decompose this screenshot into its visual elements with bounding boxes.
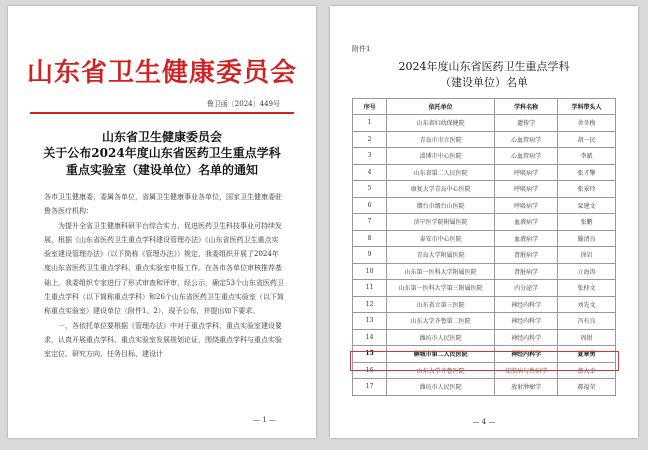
table-cell: 山东省第二人民医院: [387, 164, 495, 181]
table-cell: 潍坊市人民医院: [387, 379, 495, 396]
table-cell: 5: [353, 181, 387, 198]
column-header: 依托单位: [387, 99, 495, 115]
attachment-page: [330, 6, 638, 438]
highlight-box: [350, 351, 619, 371]
table-cell: 冯有良: [558, 313, 616, 330]
column-header: 学科名称: [495, 99, 558, 115]
table-cell: 呼吸病学: [495, 181, 558, 198]
table-row: [353, 230, 616, 247]
table-cell: 13: [353, 313, 387, 330]
table-row: [353, 263, 616, 280]
table-cell: 1: [353, 115, 387, 132]
table-row: [353, 329, 616, 346]
table-cell: 血液病学: [495, 230, 558, 247]
table-cell: 张才擎: [558, 164, 616, 181]
notice-title-line-1: 山东省卫生健康委员会: [101, 130, 222, 144]
table-cell: 亓海涛: [558, 263, 616, 280]
table-header-row: [353, 99, 616, 115]
notice-title-line-3: 重点实验室（建设单位）名单的通知: [65, 163, 258, 177]
table-cell: 张景玲: [558, 181, 616, 198]
table-cell: 舍冬梅: [558, 115, 616, 132]
table-cell: 4: [353, 164, 387, 181]
table-cell: 9: [353, 247, 387, 264]
table-row: [353, 280, 616, 297]
table-row: [353, 164, 616, 181]
table-cell: 青岛大学附属医院: [387, 247, 495, 264]
table-cell: 神经内科学: [495, 346, 558, 363]
red-divider: [30, 112, 294, 114]
table-cell: 郝福荣: [558, 379, 616, 396]
table-cell: 7: [353, 214, 387, 231]
table-cell: 聊城市第二人民医院: [387, 346, 495, 363]
list-title-line-1: 2024年度山东省医药卫生重点学科: [398, 60, 570, 73]
table-cell: 14: [353, 329, 387, 346]
column-header: 序号: [353, 99, 387, 115]
table-cell: 滕清良: [558, 230, 616, 247]
notice-page: [8, 6, 316, 438]
attachment-label: 附件1: [352, 45, 371, 53]
table-cell: 蔡大幸: [558, 362, 616, 379]
table-cell: 烟台市烟台山医院: [387, 197, 495, 214]
paragraph: 为提升全省卫生健康科研平台综合实力，促进医药卫生科技事业可持续发展，根据《山东省医药卫生重点学科建设管理办法》《山东省医药卫生重点实验室建设管理办法》（以下简称《管理办法》）规定，我委组织开展了2024年度山东省医药卫生重点学科、重点实验室申报工作。在各市各单位审核推荐基础上，我委组织专家进行了形式审查和评审，经公示，确定53个山东省医药卫生重点学科（以下简称重点学科）和26个山东省医药卫生重点实验室（以下简称重点实验室）建设单位（附件1、2），现予公布，并提出如下要求。: [44, 221, 284, 316]
table-cell: 泰安市中心医院: [387, 230, 495, 247]
table-cell: 皮肤病与性病学: [495, 362, 558, 379]
table-cell: 心血管病学: [495, 131, 558, 148]
table-cell: 2: [353, 131, 387, 148]
table-cell: 青岛市市立医院: [387, 131, 495, 148]
table-cell: 张仲文: [558, 280, 616, 297]
table-cell: 神经内科学: [495, 313, 558, 330]
table-row: [353, 247, 616, 264]
table-cell: 17: [353, 379, 387, 396]
notice-title-line-2: 关于公布2024年度山东省医药卫生重点学科: [43, 146, 281, 160]
table-cell: 8: [353, 230, 387, 247]
table-cell: 神经内科学: [495, 329, 558, 346]
table-cell: 16: [353, 362, 387, 379]
table-cell: 肾脏病学: [495, 247, 558, 264]
table-cell: 呼吸病学: [495, 197, 558, 214]
table-cell: 徐岩: [558, 247, 616, 264]
table-cell: 刘先文: [558, 296, 616, 313]
notice-body: [44, 190, 284, 362]
table-cell: 放射肿瘤学: [495, 379, 558, 396]
column-header: 学科带头人: [558, 99, 616, 115]
table-cell: 遗传学: [495, 115, 558, 132]
table-cell: 山东第一医科大学第三附属医院: [387, 280, 495, 297]
list-title-line-2: （建设单位）名单: [440, 76, 528, 89]
table-row: [353, 313, 616, 330]
table-cell: 3: [353, 148, 387, 165]
table-cell: 心血管病学: [495, 148, 558, 165]
table-row: [353, 197, 616, 214]
table-cell: 淄博市中心医院: [387, 148, 495, 165]
table-cell: 潍坊市人民医院: [387, 329, 495, 346]
table-cell: 15: [353, 346, 387, 363]
table-cell: 6: [353, 197, 387, 214]
table-cell: 夏章勇: [558, 346, 616, 363]
table-cell: 山东省立第三医院: [387, 296, 495, 313]
org-header: 山东省卫生健康委员会: [26, 58, 297, 88]
table-row: [353, 296, 616, 313]
table-cell: 10: [353, 263, 387, 280]
document-number: 鲁卫函〔2024〕449号: [206, 100, 280, 108]
table-cell: 呼吸病学: [495, 164, 558, 181]
table-row: [353, 214, 616, 231]
table-cell: 神经内科学: [495, 296, 558, 313]
table-row: [353, 148, 616, 165]
table-cell: 12: [353, 296, 387, 313]
table-cell: 栾建文: [558, 197, 616, 214]
table-cell: 李斌: [558, 148, 616, 165]
table-cell: 山东省妇幼保健院: [387, 115, 495, 132]
paragraph: 各市卫生健康委，委属各单位，省属卫生健康事业各单位，国家卫生健康委驻鲁各医疗机构：: [44, 193, 282, 216]
table-cell: 肾脏病学: [495, 263, 558, 280]
table-row: [353, 115, 616, 132]
page-number: — 1 —: [253, 416, 276, 424]
table-cell: 周钳: [558, 329, 616, 346]
paragraph: 一、各依托单位要根据《管理办法》中对于重点学科、重点实验室建设要求，认真开展重点学科、重点实验室发展规划论证，围绕重点学科与重点实验室定位、研究方向、任务目标、建设计: [44, 321, 282, 359]
table-cell: 内分泌学: [495, 280, 558, 297]
table-cell: 济宁医学院附属医院: [387, 214, 495, 231]
table-row: [353, 181, 616, 198]
table-cell: 山东第一医科大学附属医院: [387, 263, 495, 280]
table-row: [353, 379, 616, 396]
table-cell: 血液病学: [495, 214, 558, 231]
table-cell: 胡一民: [558, 131, 616, 148]
table-row: [353, 131, 616, 148]
table-cell: 康复大学青岛中心医院: [387, 181, 495, 198]
table-cell: 张鹏: [558, 214, 616, 231]
table-cell: 11: [353, 280, 387, 297]
page-number: — 4 —: [472, 418, 496, 426]
table-cell: 山东大学齐鲁第二医院: [387, 313, 495, 330]
table-cell: 山东大学齐鲁医院: [387, 362, 495, 379]
